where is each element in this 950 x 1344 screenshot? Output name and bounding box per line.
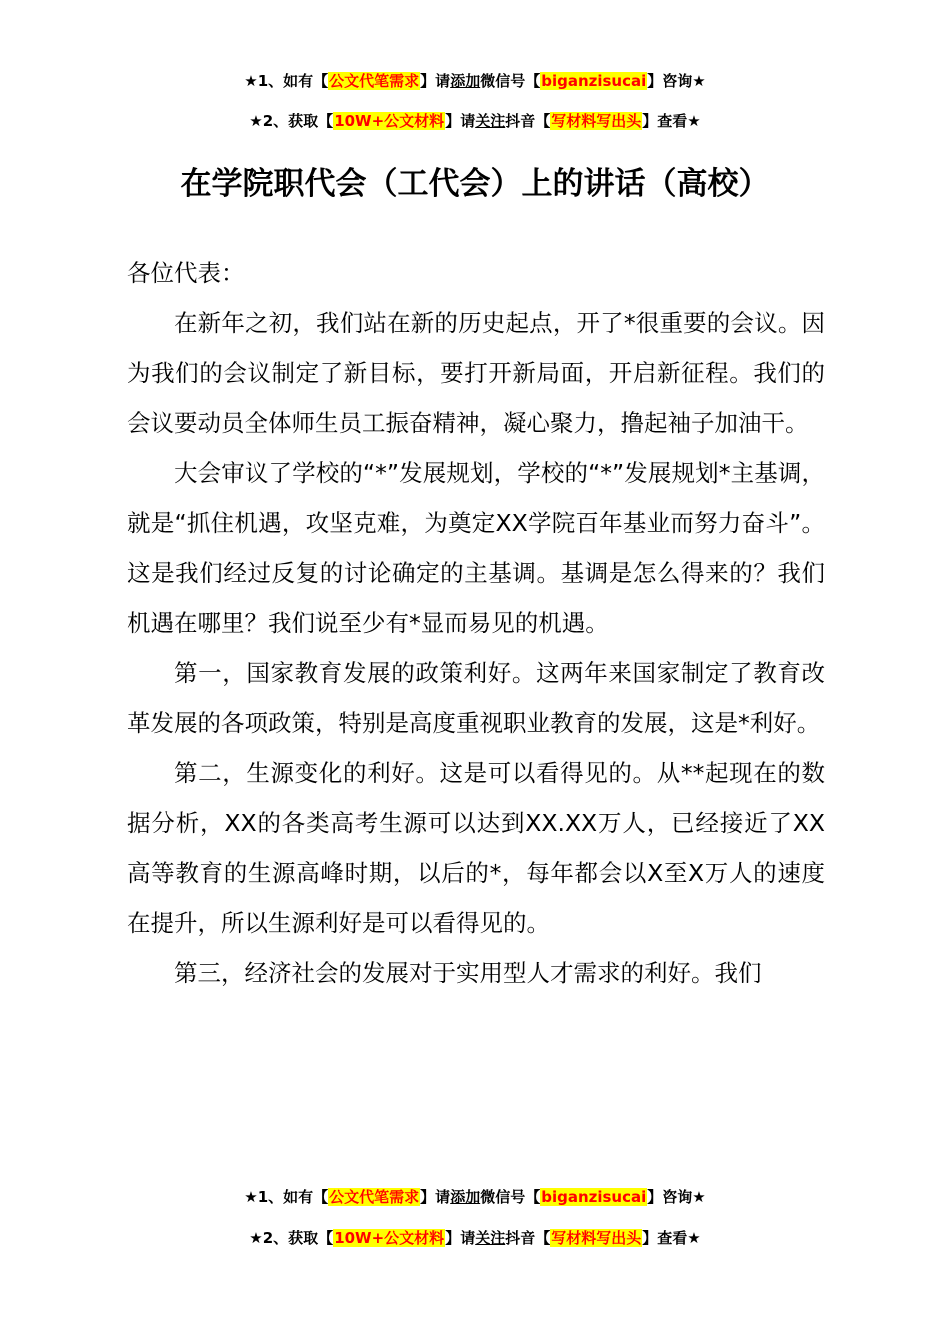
promo-banner-bottom-line1: ★1、如有【公文代笔需求】请添加微信号【biganzisucai】咨询★: [244, 1188, 706, 1206]
promo-banner-bottom-line2: ★2、获取【10W+公文材料】请关注抖音【写材料写出头】查看★: [249, 1229, 701, 1247]
highlight-service: 公文代笔需求: [329, 72, 420, 90]
salutation: 各位代表：: [127, 259, 245, 287]
paragraph: 第二，生源变化的利好。这是可以看得见的。从**起现在的数据分析，XX的各类高考生源可以达到XX.XX万人，已经接近了XX高等教育的生源高峰时期，以后的*，每年都会以X至X万人的速度在提升，所以生源利好是可以看得见的。: [127, 759, 825, 937]
highlight-materials: 10W+公文材料: [334, 1229, 445, 1247]
highlight-wechat-id: biganzisucai: [541, 1188, 647, 1206]
highlight-douyin-account: 写材料写出头: [551, 1229, 642, 1247]
highlight-service: 公文代笔需求: [329, 1188, 420, 1206]
highlight-douyin-account: 写材料写出头: [551, 112, 642, 130]
paragraph: 第一，国家教育发展的政策利好。这两年来国家制定了教育改革发展的各项政策，特别是高度重视职业教育的发展，这是*利好。: [127, 659, 825, 737]
paragraph: 大会审议了学校的“*”发展规划，学校的“*”发展规划*主基调，就是“抓住机遇，攻坚克难，为奠定XX学院百年基业而努力奋斗”。这是我们经过反复的讨论确定的主基调。基调是怎么得来的？我们机遇在哪里？我们说至少有*显而易见的机遇。: [127, 459, 825, 637]
promo-banner-top-line1: ★1、如有【公文代笔需求】请添加微信号【biganzisucai】咨询★: [244, 72, 706, 90]
paragraph: 第三，经济社会的发展对于实用型人才需求的利好。我们: [174, 959, 762, 987]
highlight-materials: 10W+公文材料: [334, 112, 445, 130]
document-title: 在学院职代会（工代会）上的讲话（高校）: [180, 166, 770, 202]
document-body: [127, 298, 825, 998]
highlight-wechat-id: biganzisucai: [541, 72, 647, 90]
promo-banner-top-line2: ★2、获取【10W+公文材料】请关注抖音【写材料写出头】查看★: [249, 112, 701, 130]
paragraph: 在新年之初，我们站在新的历史起点，开了*很重要的会议。因为我们的会议制定了新目标，要打开新局面，开启新征程。我们的会议要动员全体师生员工振奋精神，凝心聚力，撸起袖子加油干。: [127, 309, 825, 437]
